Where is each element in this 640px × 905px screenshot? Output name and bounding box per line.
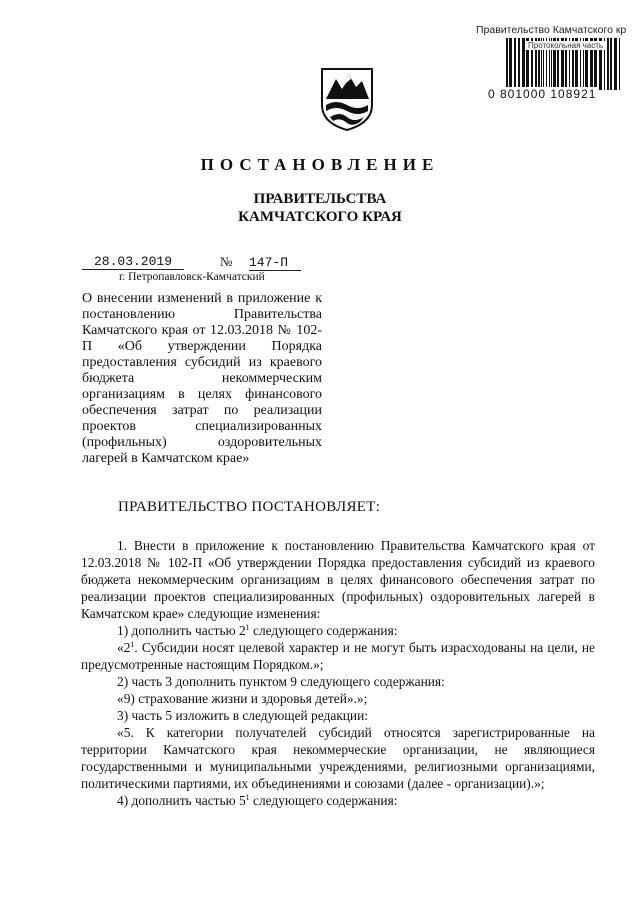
decree-heading: ПРАВИТЕЛЬСТВО ПОСТАНОВЛЯЕТ: bbox=[118, 499, 381, 515]
issuer-line-1: ПРАВИТЕЛЬСТВА bbox=[253, 191, 387, 207]
coat-of-arms-emblem bbox=[318, 65, 376, 133]
paragraph-4: 2) часть 3 дополнить пунктом 9 следующего содержания: bbox=[117, 674, 445, 689]
document-type-title: ПОСТАНОВЛЕНИЕ bbox=[200, 155, 440, 174]
barcode-number: 0 801000 108921 bbox=[488, 87, 597, 101]
stamp-organization: Правительство Камчатского кр bbox=[476, 24, 627, 36]
document-number-value: 147-П bbox=[249, 255, 289, 270]
document-number bbox=[249, 254, 301, 271]
paragraph-1: 1. Внести в приложение к постановлению Правительства Камчатского края от 12.03.2018 № 102-П «Об утверждении Порядка предоставления субсидий из краевого бюджета некоммерческим организациям в целях финансового обеспечения затрат по реализации проектов специализированных (профильных) оздоровительных лагерей в Камчатском крае» следующие изменения: bbox=[81, 538, 595, 621]
stamp-label: Протокольная часть bbox=[528, 41, 604, 50]
document-date: 28.03.2019 bbox=[82, 254, 184, 270]
paragraph-8: 4) дополнить частью $5^1$ следующего содержания: bbox=[117, 793, 398, 808]
paragraph-6: 3) часть 5 изложить в следующей редакции: bbox=[117, 708, 368, 723]
paragraph-3: «$2^1$. Субсидии носят целевой характер и не могут быть израсходованы на цели, не предусмотренные настоящим Порядком.»; bbox=[81, 640, 595, 672]
issuer-line-2: КАМЧАТСКОГО КРАЯ bbox=[238, 209, 402, 225]
paragraph-2: 1) дополнить частью $2^1$ следующего содержания: bbox=[117, 623, 398, 638]
paragraph-5: «9) страхование жизни и здоровья детей».»; bbox=[117, 691, 368, 706]
document-subject: О внесении изменений в приложение к постановлению Правительства Камчатского края от 12.03.2018 № 102-П «Об утверждении Порядка предоставления субсидий из краевого бюджета некоммерческим организациям в целях финансового обеспечения затрат по реализации проектов специализированных (профильных) оздоровительных лагерей в Камчатском крае» bbox=[82, 291, 322, 466]
number-sign: № bbox=[220, 254, 233, 269]
document-body bbox=[81, 537, 595, 809]
city: г. Петропавловск-Камчатский bbox=[119, 271, 265, 283]
paragraph-7: «5. К категории получателей субсидий относятся зарегистрированные на территории Камчатского края некоммерческие организации, не являющиеся государственными и муниципальными учреждениями, религиозными организациями, политическими партиями, их объединениями и союзами (далее - организации).»; bbox=[81, 725, 595, 791]
